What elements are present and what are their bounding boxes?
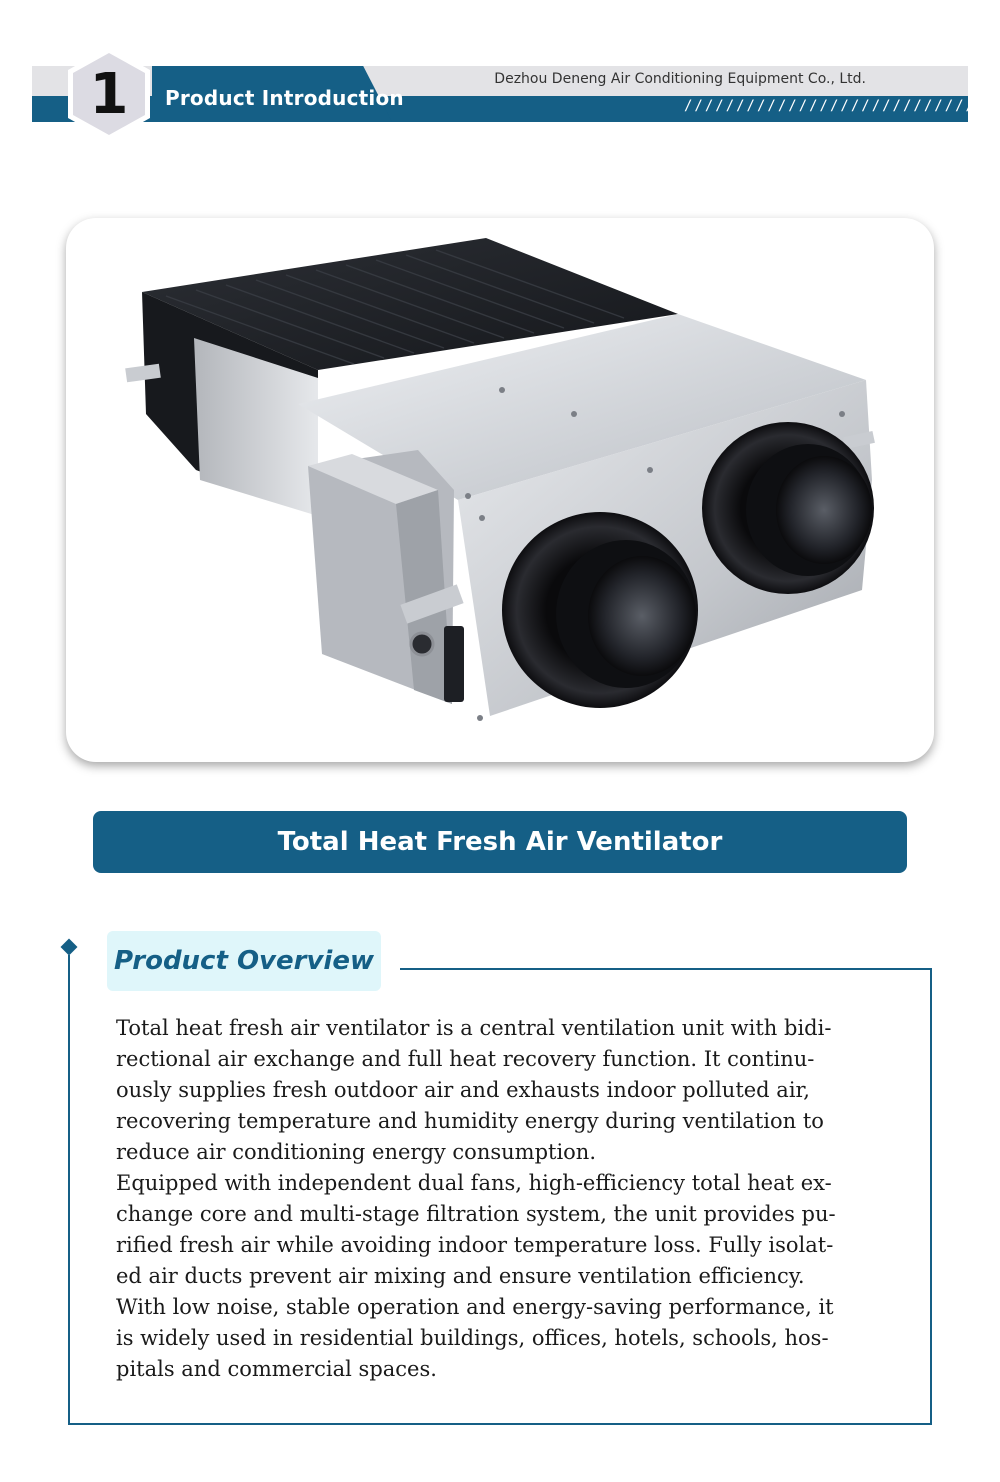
product-title: Total Heat Fresh Air Ventilator (277, 827, 723, 857)
header-decoration: //////////////////////////// (683, 98, 976, 114)
section-number: 1 (89, 61, 129, 127)
product-photo (66, 218, 934, 762)
overview-line: rified fresh air while avoiding indoor temperature loss. Fully isolat- (116, 1233, 834, 1257)
overview-line: is widely used in residential buildings, offices, hotels, schools, hos- (116, 1326, 829, 1350)
overview-line: ed air ducts prevent air mixing and ensure ventilation efficiency. (116, 1264, 805, 1288)
company-name: Dezhou Deneng Air Conditioning Equipment Co., Ltd. (494, 71, 866, 87)
overview-line: reduce air conditioning energy consumption. (116, 1140, 597, 1164)
overview-heading-tab (107, 931, 381, 991)
overview-line: With low noise, stable operation and energy-saving performance, it (116, 1295, 834, 1319)
overview-heading: Product Overview (114, 946, 374, 976)
diamond-icon (61, 939, 78, 956)
overview-line: Total heat fresh air ventilator is a central ventilation unit with bidi- (116, 1016, 832, 1040)
overview-line: Equipped with independent dual fans, high-efficiency total heat ex- (116, 1171, 832, 1195)
overview-border-top (400, 968, 932, 970)
overview-line: recovering temperature and humidity energy during ventilation to (116, 1109, 824, 1133)
overview-line: ously supplies fresh outdoor air and exhausts indoor polluted air, (116, 1078, 810, 1102)
overview-line: pitals and commercial spaces. (116, 1357, 437, 1381)
overview-border-right (930, 969, 932, 1425)
overview-line: change core and multi-stage filtration system, the unit provides pu- (116, 1202, 836, 1226)
overview-border-bottom (68, 1423, 932, 1425)
overview-line: rectional air exchange and full heat recovery function. It continu- (116, 1047, 815, 1071)
section-title: Product Introduction (165, 86, 404, 110)
product-title-banner (93, 811, 907, 873)
overview-border-left (68, 955, 70, 1425)
overview-text (116, 1013, 886, 1385)
section-number-badge (66, 45, 152, 143)
ventilator-illustration (66, 218, 934, 762)
